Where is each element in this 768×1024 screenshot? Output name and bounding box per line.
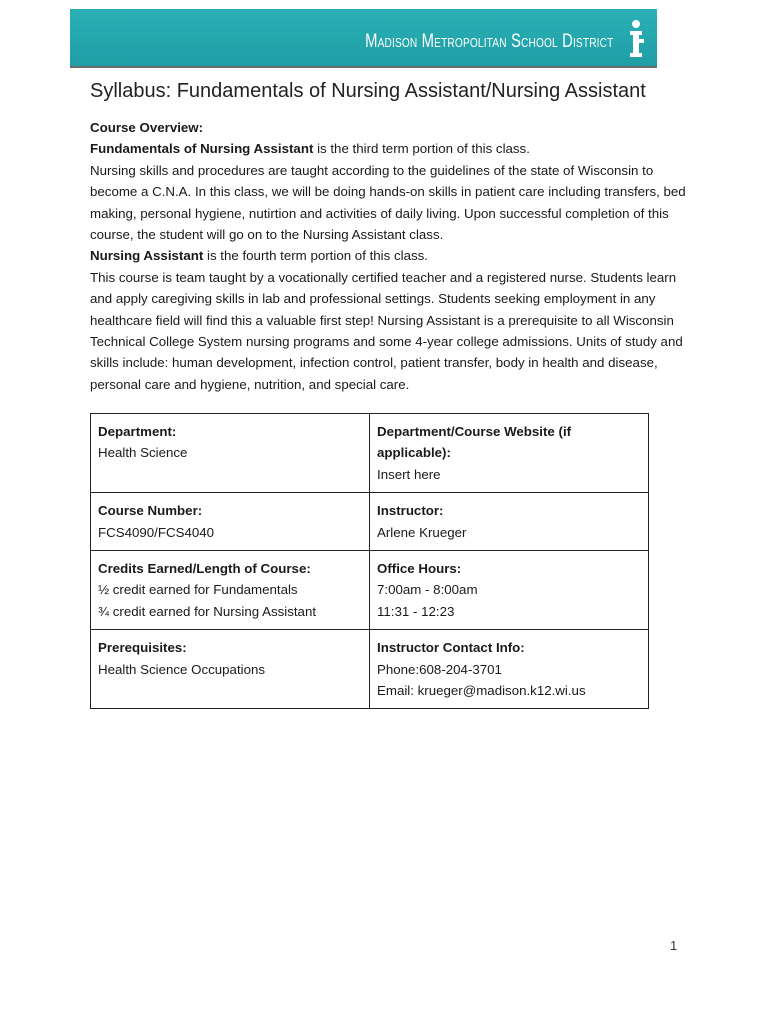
website-value: Insert here	[377, 466, 441, 482]
overview-paragraph-2: Nursing skills and procedures are taught according to the guidelines of the state of Wisconsin to become a C.N.A. In this class, we will be doing hands-on skills in patient care including transfers, bed making, personal hygiene, nutirtion and activities of daily living. Upon successful completion of this course, the student will go on to the Nursing Assistant class.	[90, 162, 686, 243]
fundamentals-description: is the third term portion of this class.	[313, 141, 530, 157]
department-cell	[91, 414, 370, 493]
contact-phone: Phone:608-204-3701	[377, 661, 502, 677]
course-number-cell	[91, 493, 370, 551]
overview-paragraph-3	[90, 245, 690, 266]
overview-paragraph-1	[90, 138, 690, 159]
website-cell	[370, 414, 649, 493]
fundamentals-course-name: Fundamentals of Nursing Assistant	[90, 141, 314, 157]
website-label: Department/Course Website (if applicable):	[377, 424, 572, 461]
credits-label: Credits Earned/Length of Course:	[98, 561, 311, 577]
office-hours-cell	[370, 551, 649, 630]
instructor-cell	[370, 493, 649, 551]
page-title: Syllabus: Fundamentals of Nursing Assistant/Nursing Assistant	[90, 80, 646, 102]
instructor-label: Instructor:	[377, 503, 444, 519]
table-row	[91, 551, 649, 630]
district-logo-icon	[627, 19, 645, 61]
office-hours-morning: 7:00am - 8:00am	[377, 582, 478, 598]
department-label: Department:	[98, 424, 177, 439]
prerequisites-value: Health Science Occupations	[98, 661, 266, 677]
prerequisites-cell	[91, 630, 370, 709]
office-hours-label: Office Hours:	[377, 561, 462, 577]
credits-nursing-assistant: ¾ credit earned for Nursing Assistant	[98, 603, 317, 619]
district-banner	[70, 9, 657, 68]
instructor-value: Arlene Krueger	[377, 524, 467, 540]
department-value: Health Science	[98, 445, 188, 461]
credits-fundamentals: ½ credit earned for Fundamentals	[98, 582, 298, 598]
district-name: Madison Metropolitan School District	[364, 31, 613, 52]
course-number-label: Course Number:	[98, 503, 203, 519]
overview-heading: Course Overview:	[90, 120, 204, 135]
nursing-assistant-description: is the fourth term portion of this class.	[203, 248, 428, 264]
contact-label: Instructor Contact Info:	[377, 640, 525, 656]
table-row	[91, 414, 649, 493]
nursing-assistant-course-name: Nursing Assistant	[90, 248, 204, 264]
prerequisites-label: Prerequisites:	[98, 640, 187, 656]
course-overview	[90, 117, 690, 395]
contact-cell	[370, 630, 649, 709]
credits-cell	[91, 551, 370, 630]
page-number: 1	[670, 938, 678, 953]
contact-email: Email: krueger@madison.k12.wi.us	[377, 683, 586, 699]
table-row	[91, 630, 649, 709]
course-number-value: FCS4090/FCS4040	[98, 524, 215, 540]
overview-paragraph-4: This course is team taught by a vocationally certified teacher and a registered nurse. Students learn and apply caregiving skills in lab and professional settings. Students seeking employment in any healthcare field will find this a valuable first step! Nursing Assistant is a prerequisite to all Wisconsin Technical College System nursing programs and some 4-year college admissions. Units of study and skills include: human development, infection control, patient transfer, body in health and disease, personal care and hygiene, nutrition, and special care.	[90, 269, 683, 392]
course-info-table	[90, 413, 649, 709]
table-row	[91, 493, 649, 551]
office-hours-midday: 11:31 - 12:23	[377, 603, 455, 619]
